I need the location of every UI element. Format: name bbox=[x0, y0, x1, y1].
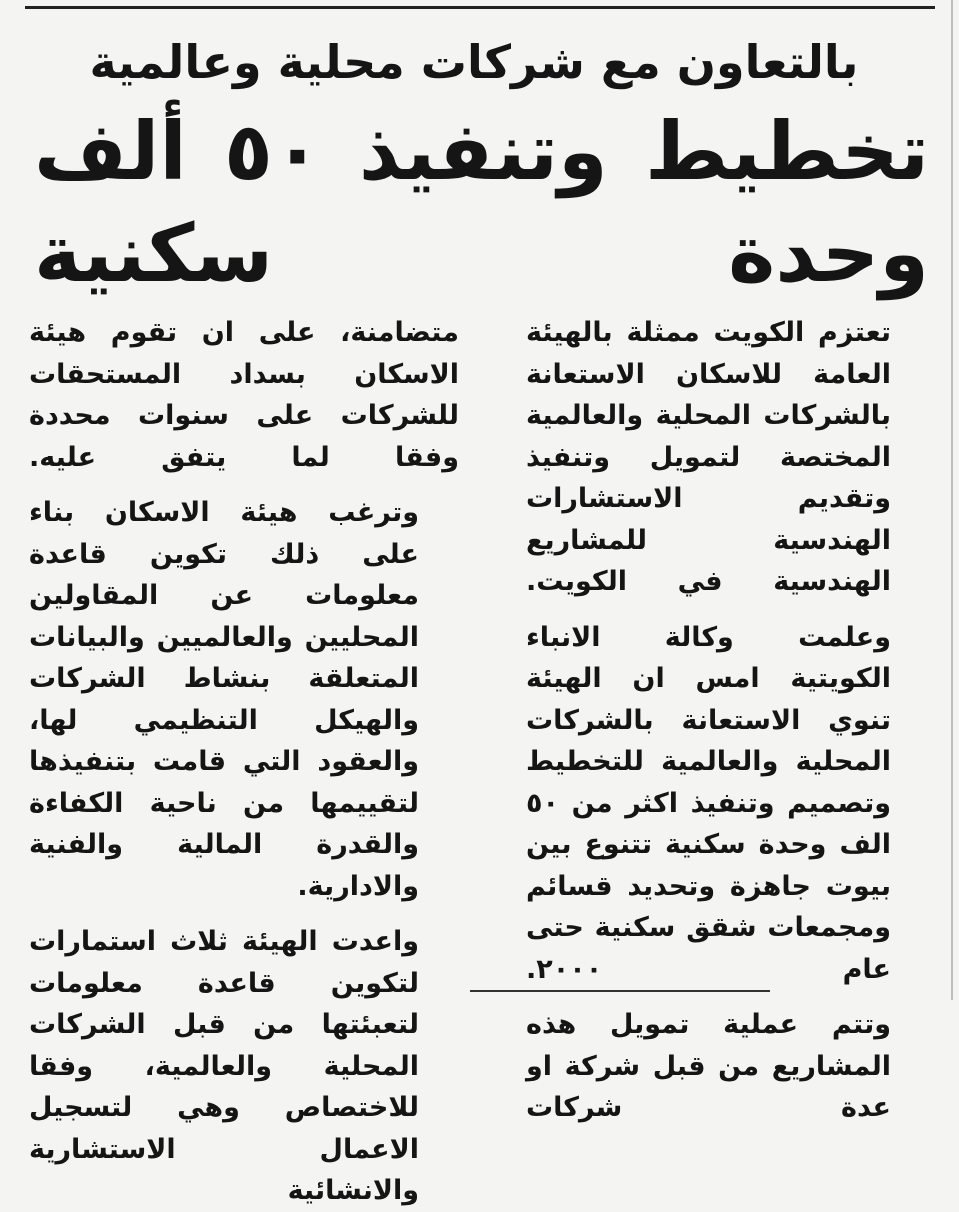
article-column-left bbox=[29, 312, 459, 1206]
bottom-rule bbox=[470, 990, 770, 992]
paragraph: وتتم عملية تمويل هذه المشاريع من قبل شركة او عدة شركات bbox=[526, 1009, 891, 1123]
article-kicker: بالتعاون مع شركات محلية وعالمية bbox=[89, 35, 859, 89]
paragraph: وترغب هيئة الاسكان بناء على ذلك تكوين قاعدة معلومات عن المقاولين المحليين والعالميين والبيانات المتعلقة بنشاط الشركات والهيكل التنظيمي لها، والعقود التي قامت بتنفيذها لتقييمها من ناحية الكفاءة والقدرة المالية والفنية والادارية. bbox=[29, 497, 419, 902]
page-edge bbox=[951, 0, 953, 1000]
paragraph: متضامنة، على ان تقوم هيئة الاسكان بسداد المستحقات للشركات على سنوات محددة وفقا لما يتفق عليه. bbox=[29, 317, 459, 473]
top-rule bbox=[25, 6, 935, 9]
headline-line-1: تخطيط وتنفيذ ٥٠ ألف bbox=[34, 105, 929, 198]
paragraph: تعتزم الكويت ممثلة بالهيئة العامة للاسكان الاستعانة بالشركات المحلية والعالمية المختصة لتمويل وتنفيذ وتقديم الاستشارات الهندسية للمشاريع الهندسية في الكويت. bbox=[526, 317, 891, 597]
headline-line-2: وحدة سكنية bbox=[34, 207, 929, 300]
paragraph: وعلمت وكالة الانباء الكويتية امس ان الهيئة تنوي الاستعانة بالشركات المحلية والعالمية للتخطيط وتصميم وتنفيذ اكثر من ٥٠ الف وحدة سكنية تتنوع بين بيوت جاهزة وتحديد قسائم ومجمعات شقق سكنية حتى عام ٢٠٠٠. bbox=[526, 621, 891, 985]
paragraph: واعدت الهيئة ثلاث استمارات لتكوين قاعدة معلومات لتعبئتها من قبل الشركات المحلية والعالمية، وفقا للاختصاص وهي لتسجيل الاعمال الاستشارية والانشائية bbox=[29, 926, 419, 1206]
article-column-right bbox=[526, 312, 931, 1123]
